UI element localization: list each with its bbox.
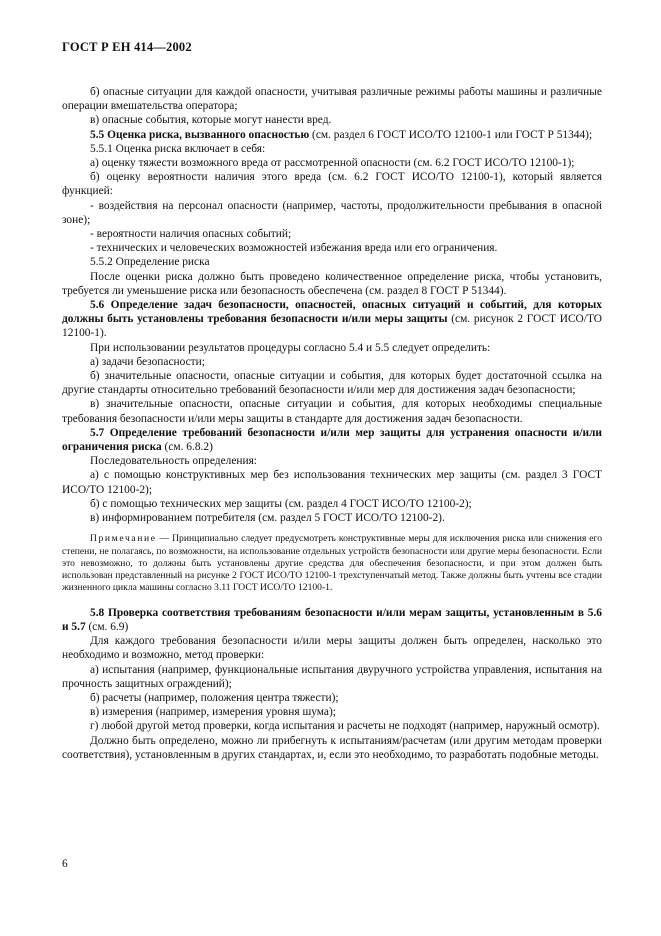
paragraph: в) опасные события, которые могут нанести вред.: [90, 114, 332, 127]
section-5-7: [62, 426, 602, 454]
page-header: ГОСТ Р ЕН 414—2002: [62, 40, 192, 54]
paragraph: б) опасные ситуации для каждой опасности, учитывая различные режимы работы машины и различные операции вмешательства оператора;: [62, 86, 602, 113]
list-item: а) с помощью конструктивных мер без использования технических мер защиты (см. раздел 3 ГОСТ ИСО/ТО 12100-2);: [62, 469, 602, 496]
section-title: 5.8 Проверка соответствия требованиям безопасности и/или мерам защиты, установленным в 5.6 и 5.7: [62, 606, 602, 633]
section-reference: (см. 6.8.2): [161, 441, 213, 454]
list-item: б) оценку вероятности наличия этого вреда (см. 6.2 ГОСТ ИСО/ТО 12100-1), который является функцией:: [62, 171, 602, 198]
paragraph: При использовании результатов процедуры согласно 5.4 и 5.5 следует определить:: [90, 341, 491, 354]
section-title: 5.5 Оценка риска, вызванного опасностью: [90, 128, 310, 141]
section-reference: (см. раздел 6 ГОСТ ИСО/ТО 12100-1 или ГОСТ Р 51344);: [309, 128, 593, 141]
list-item: г) любой другой метод проверки, когда испытания и расчеты не подходят (например, наружный осмотр).: [90, 720, 600, 733]
dash-item: - воздействия на персонал опасности (например, частоты, продолжительности пребывания в опасной зоне);: [62, 199, 602, 226]
page-number: 6: [62, 858, 68, 870]
paragraph: Должно быть определено, можно ли прибегнуть к испытаниям/расчетам (или другим методам проверки соответствия), установленным в других стандартах, и, если это необходимо, то разработать подобные методы.: [62, 734, 602, 761]
section-5-5: [62, 128, 602, 142]
note-text: — Принципиально следует предусмотреть конструктивные меры для исключения риска или снижения его степени, не полагаясь, по возможности, на использование отдельных устройств безопасности или другие меры безопасности. Если это невозможно, то должны быть установлены другие средства для обеспечения безопасности, и при этом должен быть использован представленный на рисунке 2 ГОСТ ИСО/ТО 12100-1 трехступенчатый метод. Также должны быть учтены все стадии жизненного цикла машины согласно 3.11 ГОСТ ИСО/ТО 12100-1.: [62, 533, 602, 594]
paragraph: Для каждого требования безопасности и/или меры защиты должен быть определен, насколько это необходимо и возможно, метод проверки:: [62, 635, 602, 662]
section-reference: (см. 6.9): [85, 620, 129, 633]
list-item: а) задачи безопасности;: [90, 355, 205, 368]
note: [62, 533, 602, 594]
list-item: в) значительные опасности, опасные ситуации и события, для которых необходимы специальные требования безопасности и/или меры защиты в стандарте для достижения задач безопасности.: [62, 398, 602, 425]
section-5-6: [62, 298, 602, 341]
dash-item: - вероятности наличия опасных событий;: [90, 228, 292, 241]
list-item: а) оценку тяжести возможного вреда от рассмотренной опасности (см. 6.2 ГОСТ ИСО/ТО 12100-1);: [90, 157, 575, 170]
paragraph: 5.5.1 Оценка риска включает в себя:: [90, 142, 266, 155]
section-title: 5.6 Определение задач безопасности, опасностей, опасных ситуаций и событий, для которых должны быть установлены требования безопасности и/или меры защиты: [62, 299, 602, 326]
document-page: [62, 40, 602, 762]
list-item: б) с помощью технических мер защиты (см. раздел 4 ГОСТ ИСО/ТО 12100-2);: [90, 497, 472, 510]
section-5-8: [62, 606, 602, 634]
list-item: в) измерения (например, измерения уровня шума);: [90, 706, 336, 719]
paragraph: Последовательность определения:: [90, 455, 257, 468]
dash-item: - технических и человеческих возможностей избежания вреда или его ограничения.: [90, 242, 498, 255]
paragraph: После оценки риска должно быть проведено количественное определение риска, чтобы установить, требуется ли уменьшение риска или безопасность обеспечена (см. раздел 8 ГОСТ Р 51344).: [62, 270, 602, 297]
section-title: 5.7 Определение требований безопасности и/или мер защиты для устранения опасности и/или ограничения риска: [62, 426, 602, 454]
list-item: б) значительные опасности, опасные ситуации и события, для которых будет достаточной ссылка на другие стандарты относительно требований безопасности и/или мер для достижения задач безопасности;: [62, 370, 602, 397]
paragraph: 5.5.2 Определение риска: [90, 256, 210, 269]
list-item: в) информированием потребителя (см. раздел 5 ГОСТ ИСО/ТО 12100-2).: [90, 512, 445, 525]
list-item: б) расчеты (например, положения центра тяжести);: [90, 692, 339, 704]
list-item: а) испытания (например, функциональные испытания двуручного устройства управления, испытания на прочность защитных ограждений);: [62, 663, 602, 690]
section-reference: (см. рисунок 2 ГОСТ ИСО/ТО 12100-1).: [62, 313, 602, 340]
note-label: Примечание: [90, 533, 157, 545]
